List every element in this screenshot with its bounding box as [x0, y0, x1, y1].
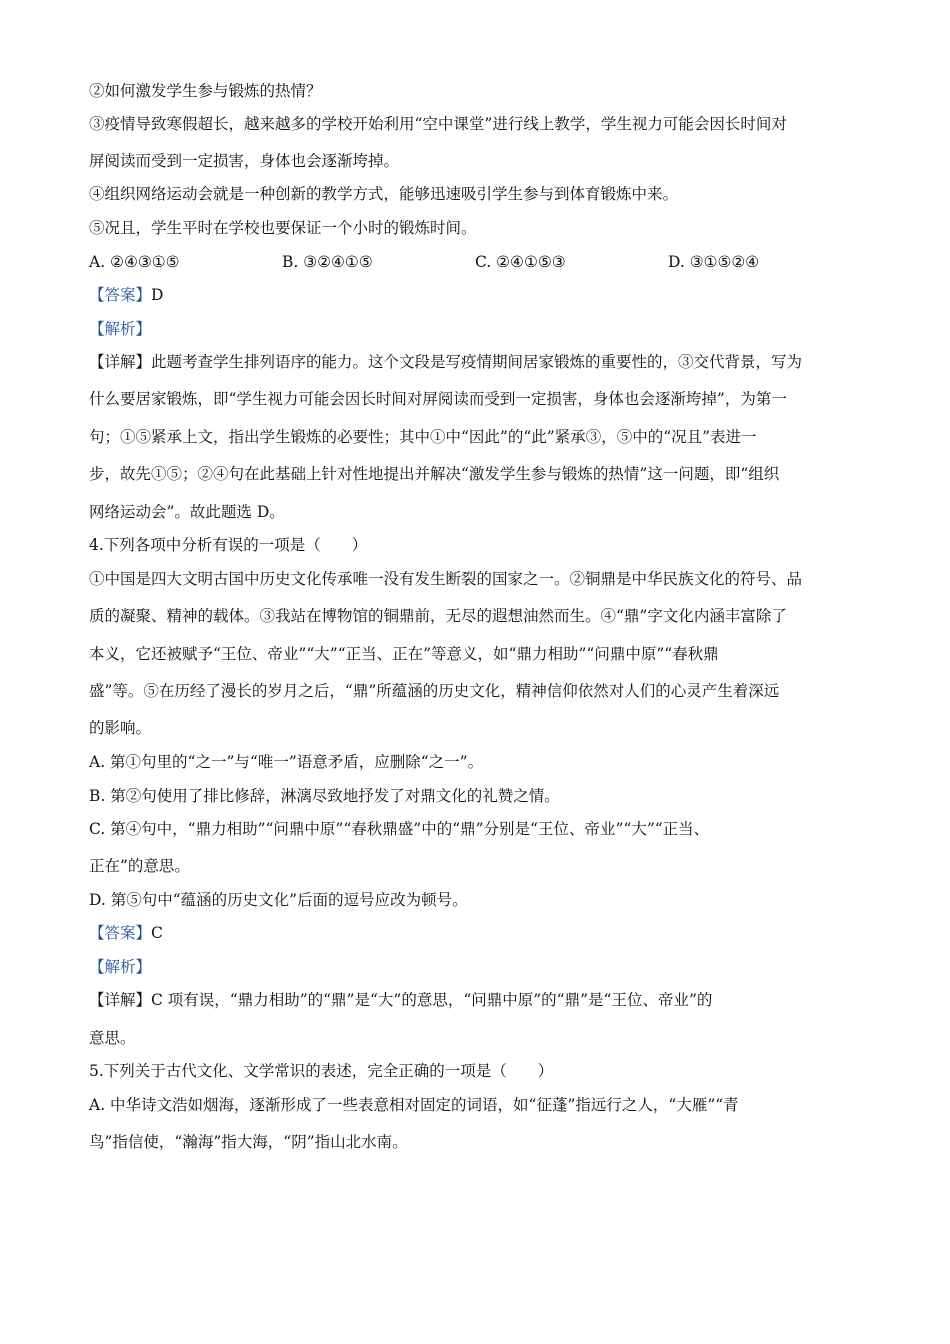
q3-sentence-2: ②如何激发学生参与锻炼的热情？ — [89, 82, 322, 100]
q3-option-c: C. ②④①⑤③ — [475, 253, 566, 271]
q4-detail-line-2: 意思。 — [89, 1029, 136, 1047]
q4-option-a: A. 第①句里的“之一”与“唯一”语意矛盾，应删除“之一”。 — [89, 753, 484, 771]
answer-value: C — [151, 924, 163, 942]
q3-detail-line-4: 步，故先①⑤；②④句在此基础上针对性地提出并解决“激发学生参与锻炼的热情”这一问题，即“组织 — [89, 465, 780, 483]
q3-detail-line-1: 【详解】此题考查学生排列语序的能力。这个文段是写疫情期间居家锻炼的重要性的，③交代背景，写为 — [89, 353, 803, 371]
q3-sentence-3-line-2: 屏阅读而受到一定损害，身体也会逐渐垮掉。 — [89, 152, 400, 170]
q4-stem: 4.下列各项中分析有误的一项是（ ） — [89, 536, 368, 554]
q4-option-b: B. 第②句使用了排比修辞，淋漓尽致地抒发了对鼎文化的礼赞之情。 — [89, 787, 560, 805]
q3-detail-line-2: 什么要居家锻炼，即“学生视力可能会因长时间对屏阅读而受到一定损害，身体也会逐渐垮掉”，为第一 — [89, 390, 787, 408]
q4-passage-line-2: 质的凝聚、精神的载体。③我站在博物馆的铜鼎前，无尽的遐想油然而生。④“鼎”字文化内涵丰富除了 — [89, 607, 787, 625]
q3-sentence-4: ④组织网络运动会就是一种创新的教学方式，能够迅速吸引学生参与到体育锻炼中来。 — [89, 185, 679, 203]
q3-detail-line-3: 句；①⑤紧承上文，指出学生锻炼的必要性；其中①中“因此”的“此”紧承③，⑤中的“况且”表进一 — [89, 428, 757, 446]
q4-option-c-line-1: C. 第④句中，“鼎力相助”“问鼎中原”“春秋鼎盛”中的“鼎”分别是“王位、帝业”“大”“正当、 — [89, 820, 710, 838]
q4-passage-line-5: 的影响。 — [89, 719, 152, 737]
q5-option-a-line-2: 鸟”指信使，“瀚海”指大海，“阴”指山北水南。 — [89, 1133, 408, 1151]
q3-option-b: B. ③②④①⑤ — [282, 253, 373, 271]
answer-label: 【答案】 — [89, 924, 152, 942]
q3-detail-line-5: 网络运动会”。故此题选 D。 — [89, 503, 285, 521]
q3-option-a: A. ②④③①⑤ — [89, 253, 180, 271]
q5-option-a-line-1: A. 中华诗文浩如烟海，逐渐形成了一些表意相对固定的词语，如“征蓬”指远行之人，“大雁”“青 — [89, 1096, 739, 1114]
q3-sentence-3-line-1: ③疫情导致寒假超长，越来越多的学校开始利用“空中课堂”进行线上教学，学生视力可能会因长时间对 — [89, 115, 787, 133]
q4-detail-line-1: 【详解】C 项有误，“鼎力相助”的“鼎”是“大”的意思，“问鼎中原”的“鼎”是“王位、帝业”的 — [89, 991, 713, 1009]
q4-passage-line-3: 本义，它还被赋予“王位、帝业”“大”“正当、正在”等意义，如“鼎力相助”“问鼎中原”“春秋鼎 — [89, 645, 719, 663]
q3-answer — [89, 284, 869, 306]
q4-option-c-line-2: 正在”的意思。 — [89, 857, 190, 875]
q5-stem: 5.下列关于古代文化、文学常识的表述，完全正确的一项是（ ） — [89, 1062, 554, 1080]
q4-answer — [89, 922, 869, 944]
q3-sentence-5: ⑤况且，学生平时在学校也要保证一个小时的锻炼时间。 — [89, 219, 477, 237]
q4-option-d: D. 第⑤句中“蕴涵的历史文化”后面的逗号应改为顿号。 — [89, 891, 468, 909]
q4-analysis-label: 【解析】 — [89, 958, 152, 976]
q4-passage-line-4: 盛”等。⑤在历经了漫长的岁月之后，“鼎”所蕴涵的历史文化，精神信仰依然对人们的心灵产生着深远 — [89, 682, 780, 700]
answer-value: D — [151, 286, 164, 304]
q3-option-d: D. ③①⑤②④ — [668, 253, 760, 271]
answer-label: 【答案】 — [89, 286, 152, 304]
q4-passage-line-1: ①中国是四大文明古国中历史文化传承唯一没有发生断裂的国家之一。②铜鼎是中华民族文化的符号、品 — [89, 570, 803, 588]
q3-analysis-label: 【解析】 — [89, 320, 152, 338]
